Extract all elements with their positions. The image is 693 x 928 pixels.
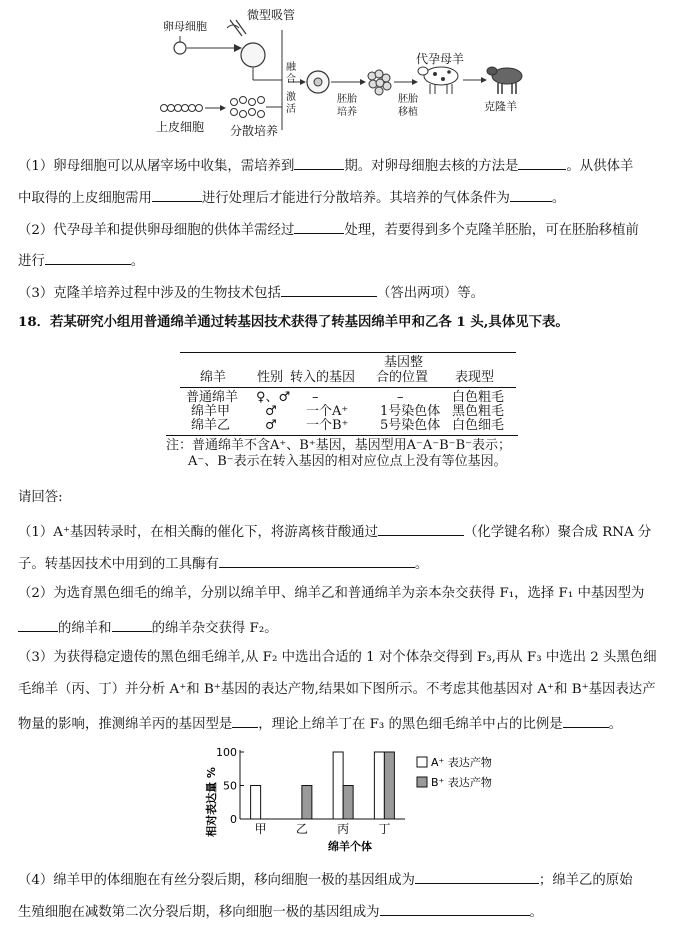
q18-part1-line1: （1）A⁺基因转录时，在相关酶的催化下，将游离核苷酸通过 （化学键名称）聚合成 RNA 分 [18, 521, 651, 542]
epithelial-cells-icon [161, 105, 203, 112]
q17-part3: （3）克隆羊培养过程中涉及的生物技术包括 （答出两项）等。 [18, 282, 484, 303]
answer-blank[interactable] [518, 155, 566, 170]
y-tick-label: 0 [230, 813, 237, 826]
legend-swatch [417, 777, 427, 787]
table-bottom-rule [166, 435, 518, 436]
q18-part1-line2: 子。转基因技术中用到的工具酶有 。 [18, 553, 428, 574]
legend-label: A⁺ 表达产物 [431, 756, 492, 769]
chart-y-label: 相对表达量 % [205, 767, 218, 837]
row3-phenotype: 白色细毛 [452, 418, 505, 433]
q17-part1-line2: 中取得的上皮细胞需用 进行处理后才能进行分散培养。其培养的气体条件为 。 [18, 187, 565, 208]
answer-blank[interactable] [219, 553, 415, 568]
row3-sheep: 绵羊乙 [191, 418, 231, 433]
th-sheep: 绵羊 [200, 370, 227, 385]
row2-sheep: 绵羊甲 [191, 404, 231, 419]
cloning-diagram [150, 0, 530, 140]
answer-blank[interactable] [232, 713, 258, 728]
answer-blank[interactable] [563, 713, 609, 728]
table-note-1: 注：普通绵羊不含A⁺、B⁺基因，基因型用A⁻A⁻B⁻B⁻表示； [166, 438, 511, 453]
th-sex: 性别 [257, 370, 284, 385]
label-surrogate: 代孕母羊 [416, 52, 465, 66]
bar-b-2 [343, 786, 353, 820]
q18-part3-line1: （3）为获得稳定遗传的黑色细毛绵羊,从 F₂ 中选出合适的 1 对个体杂交得到 F₃,再从 F₃ 中选出 2 头黑色细 [18, 650, 657, 665]
chart-x-label: 绵羊个体 [328, 840, 372, 853]
answer-blank[interactable] [294, 219, 344, 234]
th-gene: 转入的基因 [290, 370, 356, 385]
expression-chart-svg [195, 740, 525, 855]
row1-sheep: 普通绵羊 [186, 390, 239, 405]
row2-phenotype: 黑色粗毛 [452, 404, 505, 419]
table-mid-rule [180, 387, 516, 388]
pipette-icon [230, 20, 242, 36]
q17-part2-line2: 进行 。 [18, 250, 144, 271]
row3-gene: 一个B⁺ [306, 418, 349, 433]
surrogate-sheep-icon [418, 67, 458, 94]
row2-position: 1号染色体 [380, 404, 441, 419]
answer-blank[interactable] [415, 869, 539, 884]
legend-label: B⁺ 表达产物 [431, 776, 492, 789]
th-phenotype: 表现型 [455, 370, 495, 385]
bar-a-0 [251, 786, 261, 820]
bar-b-1 [302, 786, 312, 820]
table-top-rule [180, 352, 516, 353]
answer-blank[interactable] [294, 155, 344, 170]
q18-part4-line1: （4）绵羊甲的体细胞在有丝分裂后期，移向细胞一极的基因组成为 ；绵羊乙的原始 [18, 869, 633, 890]
label-oocyte: 卵母细胞 [163, 20, 207, 33]
enucleated-oocyte-icon [241, 43, 265, 67]
q17-part2-line1: （2）代孕母羊和提供卵母细胞的供体羊需经过 处理，若要得到多个克隆羊胚胎，可在胚胎移植前 [18, 219, 639, 240]
table-note-2: A⁻、B⁻表示在转入基因的相对应位点上没有等位基因。 [188, 454, 507, 469]
expression-chart [195, 740, 525, 855]
row3-position: 5号染色体 [380, 418, 441, 433]
label-epithelial: 上皮细胞 [156, 120, 205, 134]
answer-blank[interactable] [510, 187, 552, 202]
answer-blank[interactable] [380, 901, 530, 916]
row1-position: – [397, 390, 404, 405]
category-label: 丁 [378, 822, 391, 836]
answer-blank[interactable] [152, 187, 202, 202]
oocyte-small-icon [174, 42, 186, 54]
category-label: 丙 [337, 822, 350, 836]
label-embryo-transfer-1: 胚胎 [398, 94, 418, 105]
q18-intro: 18．若某研究小组用普通绵羊通过转基因技术获得了转基因绵羊甲和乙各 1 头,具体见下表。 [18, 314, 569, 330]
answer-blank[interactable] [18, 617, 58, 632]
row1-sex: ♀、♂ [256, 390, 291, 405]
row1-phenotype: 白色粗毛 [452, 390, 505, 405]
dispersed-cells-icon [231, 97, 265, 118]
q18-part4-line2: 生殖细胞在减数第二次分裂后期，移向细胞一极的基因组成为 。 [18, 901, 543, 922]
th-position-2: 合的位置 [376, 370, 429, 385]
label-clone: 克隆羊 [484, 100, 517, 113]
label-pipette: 微型吸管 [247, 8, 296, 22]
label-fuse-2: 合 [286, 74, 296, 85]
answer-blank[interactable] [112, 617, 152, 632]
label-embryo-transfer-2: 移植 [398, 107, 418, 118]
bar-a-3 [374, 752, 384, 819]
row2-sex: ♂ [265, 404, 277, 419]
clone-sheep-icon [487, 67, 522, 94]
q18-part2-line1: （2）为选育黑色细毛的绵羊，分别以绵羊甲、绵羊乙和普通绵羊为亲本杂交获得 F₁，选择 F₁ 中基因型为 [18, 586, 645, 601]
q18-part2-line2: 的绵羊和 的绵羊杂交获得 F₂。 [18, 617, 278, 638]
category-label: 乙 [295, 822, 308, 836]
cloning-diagram-art [150, 0, 530, 140]
q18-part3-line3: 物量的影响，推测绵羊丙的基因型是 ，理论上绵羊丁在 F₃ 的黑色细毛绵羊中占的比例是 。 [18, 713, 622, 734]
answer-blank[interactable] [378, 521, 464, 536]
answer-blank[interactable] [281, 282, 377, 297]
label-fuse-1: 融 [286, 62, 296, 73]
y-tick-label: 100 [216, 746, 237, 759]
th-position-1: 基因整 [384, 355, 424, 370]
q18-prompt: 请回答: [18, 490, 63, 505]
row2-gene: 一个A⁺ [306, 404, 349, 419]
label-activate-2: 活 [286, 104, 296, 115]
legend-swatch [417, 757, 427, 767]
answer-blank[interactable] [45, 250, 131, 265]
category-label: 甲 [254, 822, 267, 836]
label-dispersed: 分散培养 [230, 124, 279, 138]
q18-part3-line2: 毛绵羊（丙、丁）并分析 A⁺和 B⁺基因的表达产物,结果如下图所示。不考虑其他基因对 A⁺和 B⁺基因表达产 [18, 682, 656, 697]
bar-b-3 [384, 752, 394, 819]
label-activate-1: 激 [286, 92, 296, 103]
bar-a-2 [333, 752, 343, 819]
label-embryo-culture-2: 培养 [337, 107, 357, 118]
y-tick-label: 50 [223, 779, 237, 793]
q17-part1-line1: （1）卵母细胞可以从屠宰场中收集，需培养到 期。对卵母细胞去核的方法是 。从供体羊 [18, 155, 633, 176]
row1-gene: – [312, 390, 319, 405]
row3-sex: ♂ [265, 418, 277, 433]
label-embryo-culture-1: 胚胎 [337, 94, 357, 105]
embryo-icon [368, 70, 391, 95]
